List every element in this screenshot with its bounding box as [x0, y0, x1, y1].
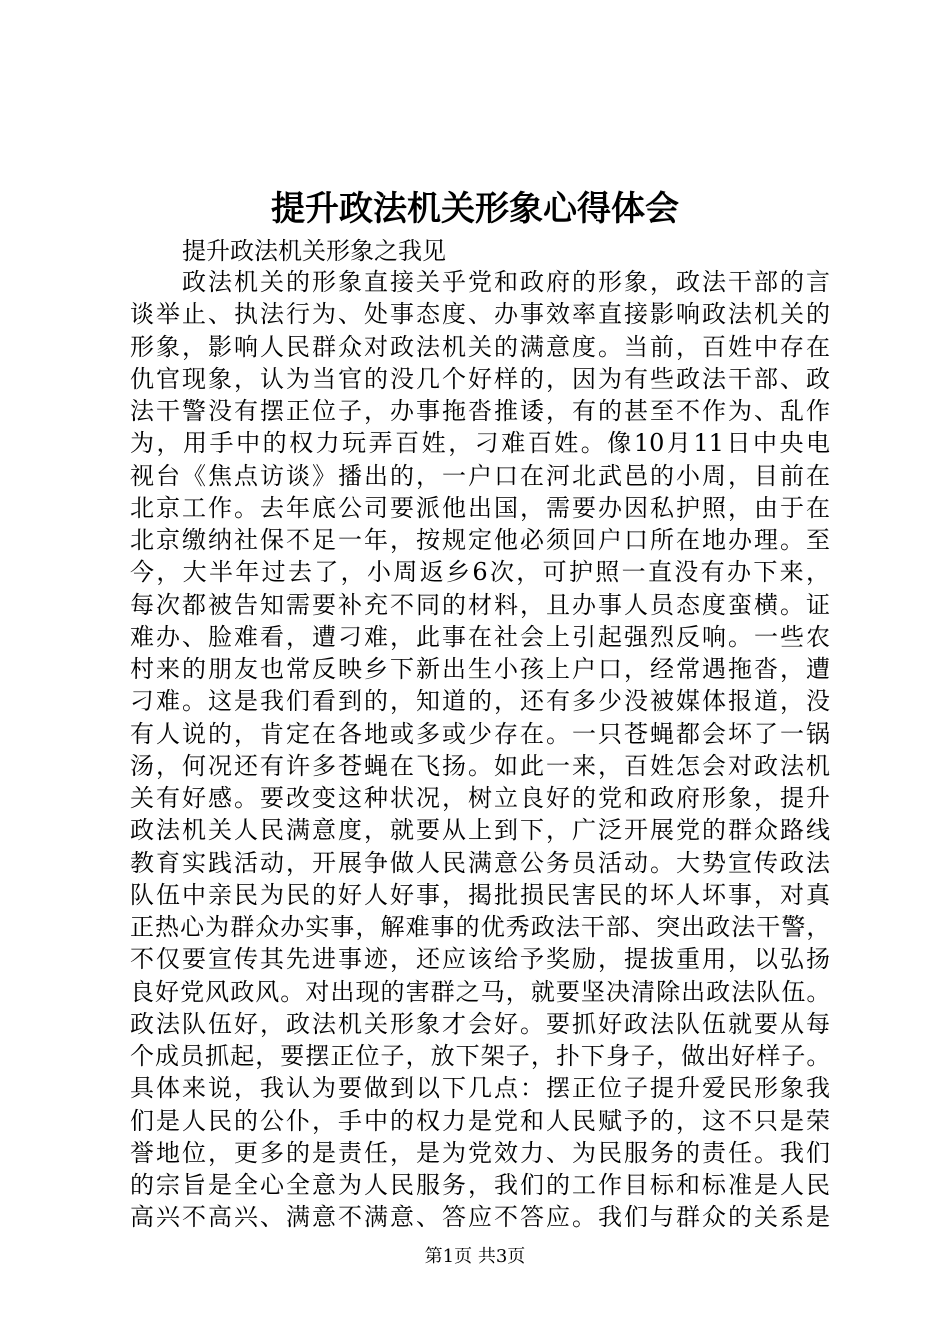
document-subtitle: 提升政法机关形象之我见 — [182, 237, 446, 265]
body-line: 法干警没有摆正位子，办事拖沓推诿，有的甚至不作为、乱作 — [130, 397, 830, 425]
body-line: 视台《焦点访谈》播出的，一户口在河北武邑的小周，目前在 — [130, 461, 830, 490]
body-line: 政法队伍好，政法机关形象才会好。要抓好政法队伍就要从每 — [130, 1009, 830, 1038]
body-line: 们是人民的公仆，手中的权力是党和人民赋予的，这不只是荣 — [130, 1106, 830, 1135]
body-line: 为，用手中的权力玩弄百姓，刁难百姓。像10月11日中央电 — [130, 429, 830, 458]
body-line: 高兴不高兴、满意不满意、答应不答应。我们与群众的关系是 — [130, 1203, 830, 1232]
body-line: 汤，何况还有许多苍蝇在飞扬。如此一来，百姓怎会对政法机 — [130, 751, 830, 780]
body-line: 村来的朋友也常反映乡下新出生小孩上户口，经常遇拖沓，遭 — [130, 655, 830, 683]
body-line: 正热心为群众办实事，解难事的优秀政法干部、突出政法干警， — [130, 913, 830, 941]
body-line: 不仅要宣传其先进事迹，还应该给予奖励，提拔重用，以弘扬 — [130, 945, 830, 974]
body-line: 誉地位，更多的是责任，是为党效力、为民服务的责任。我们 — [130, 1138, 830, 1167]
body-line: 个成员抓起，要摆正位子，放下架子，扑下身子，做出好样子。 — [130, 1042, 830, 1070]
body-line: 政法机关人民满意度，就要从上到下，广泛开展党的群众路线 — [130, 816, 830, 845]
body-line: 每次都被告知需要补充不同的材料，且办事人员态度蛮横。证 — [130, 590, 830, 619]
page-footer: 第1页 共3页 — [424, 1246, 526, 1267]
body-line: 刁难。这是我们看到的，知道的，还有多少没被媒体报道，没 — [130, 687, 830, 716]
body-line: 形象，影响人民群众对政法机关的满意度。当前，百姓中存在 — [130, 332, 830, 361]
body-line: 具体来说，我认为要做到以下几点：摆正位子提升爱民形象我 — [130, 1074, 830, 1103]
document-title: 提升政法机关形象心得体会 — [271, 189, 679, 229]
body-line: 难办、脸难看，遭刁难，此事在社会上引起强烈反响。一些农 — [130, 622, 830, 651]
body-line: 今，大半年过去了，小周返乡6次，可护照一直没有办下来， — [130, 558, 830, 587]
body-line: 关有好感。要改变这种状况，树立良好的党和政府形象，提升 — [130, 784, 830, 812]
body-line: 北京缴纳社保不足一年，按规定他必须回户口所在地办理。至 — [130, 526, 830, 554]
body-text — [130, 266, 850, 1234]
body-line: 良好党风政风。对出现的害群之马，就要坚决清除出政法队伍。 — [130, 977, 830, 1006]
body-line: 队伍中亲民为民的好人好事，揭批损民害民的坏人坏事，对真 — [130, 880, 830, 909]
body-line: 谈举止、执法行为、处事态度、办事效率直接影响政法机关的 — [130, 300, 830, 329]
body-line: 北京工作。去年底公司要派他出国，需要办因私护照，由于在 — [130, 493, 830, 522]
body-line: 的宗旨是全心全意为人民服务，我们的工作目标和标准是人民 — [130, 1171, 830, 1199]
body-line: 政法机关的形象直接关乎党和政府的形象，政法干部的言 — [182, 268, 830, 296]
body-line: 有人说的，肯定在各地或多或少存在。一只苍蝇都会坏了一锅 — [130, 719, 830, 748]
body-line: 教育实践活动，开展争做人民满意公务员活动。大势宣传政法 — [130, 848, 830, 877]
body-line: 仇官现象，认为当官的没几个好样的，因为有些政法干部、政 — [130, 364, 830, 393]
